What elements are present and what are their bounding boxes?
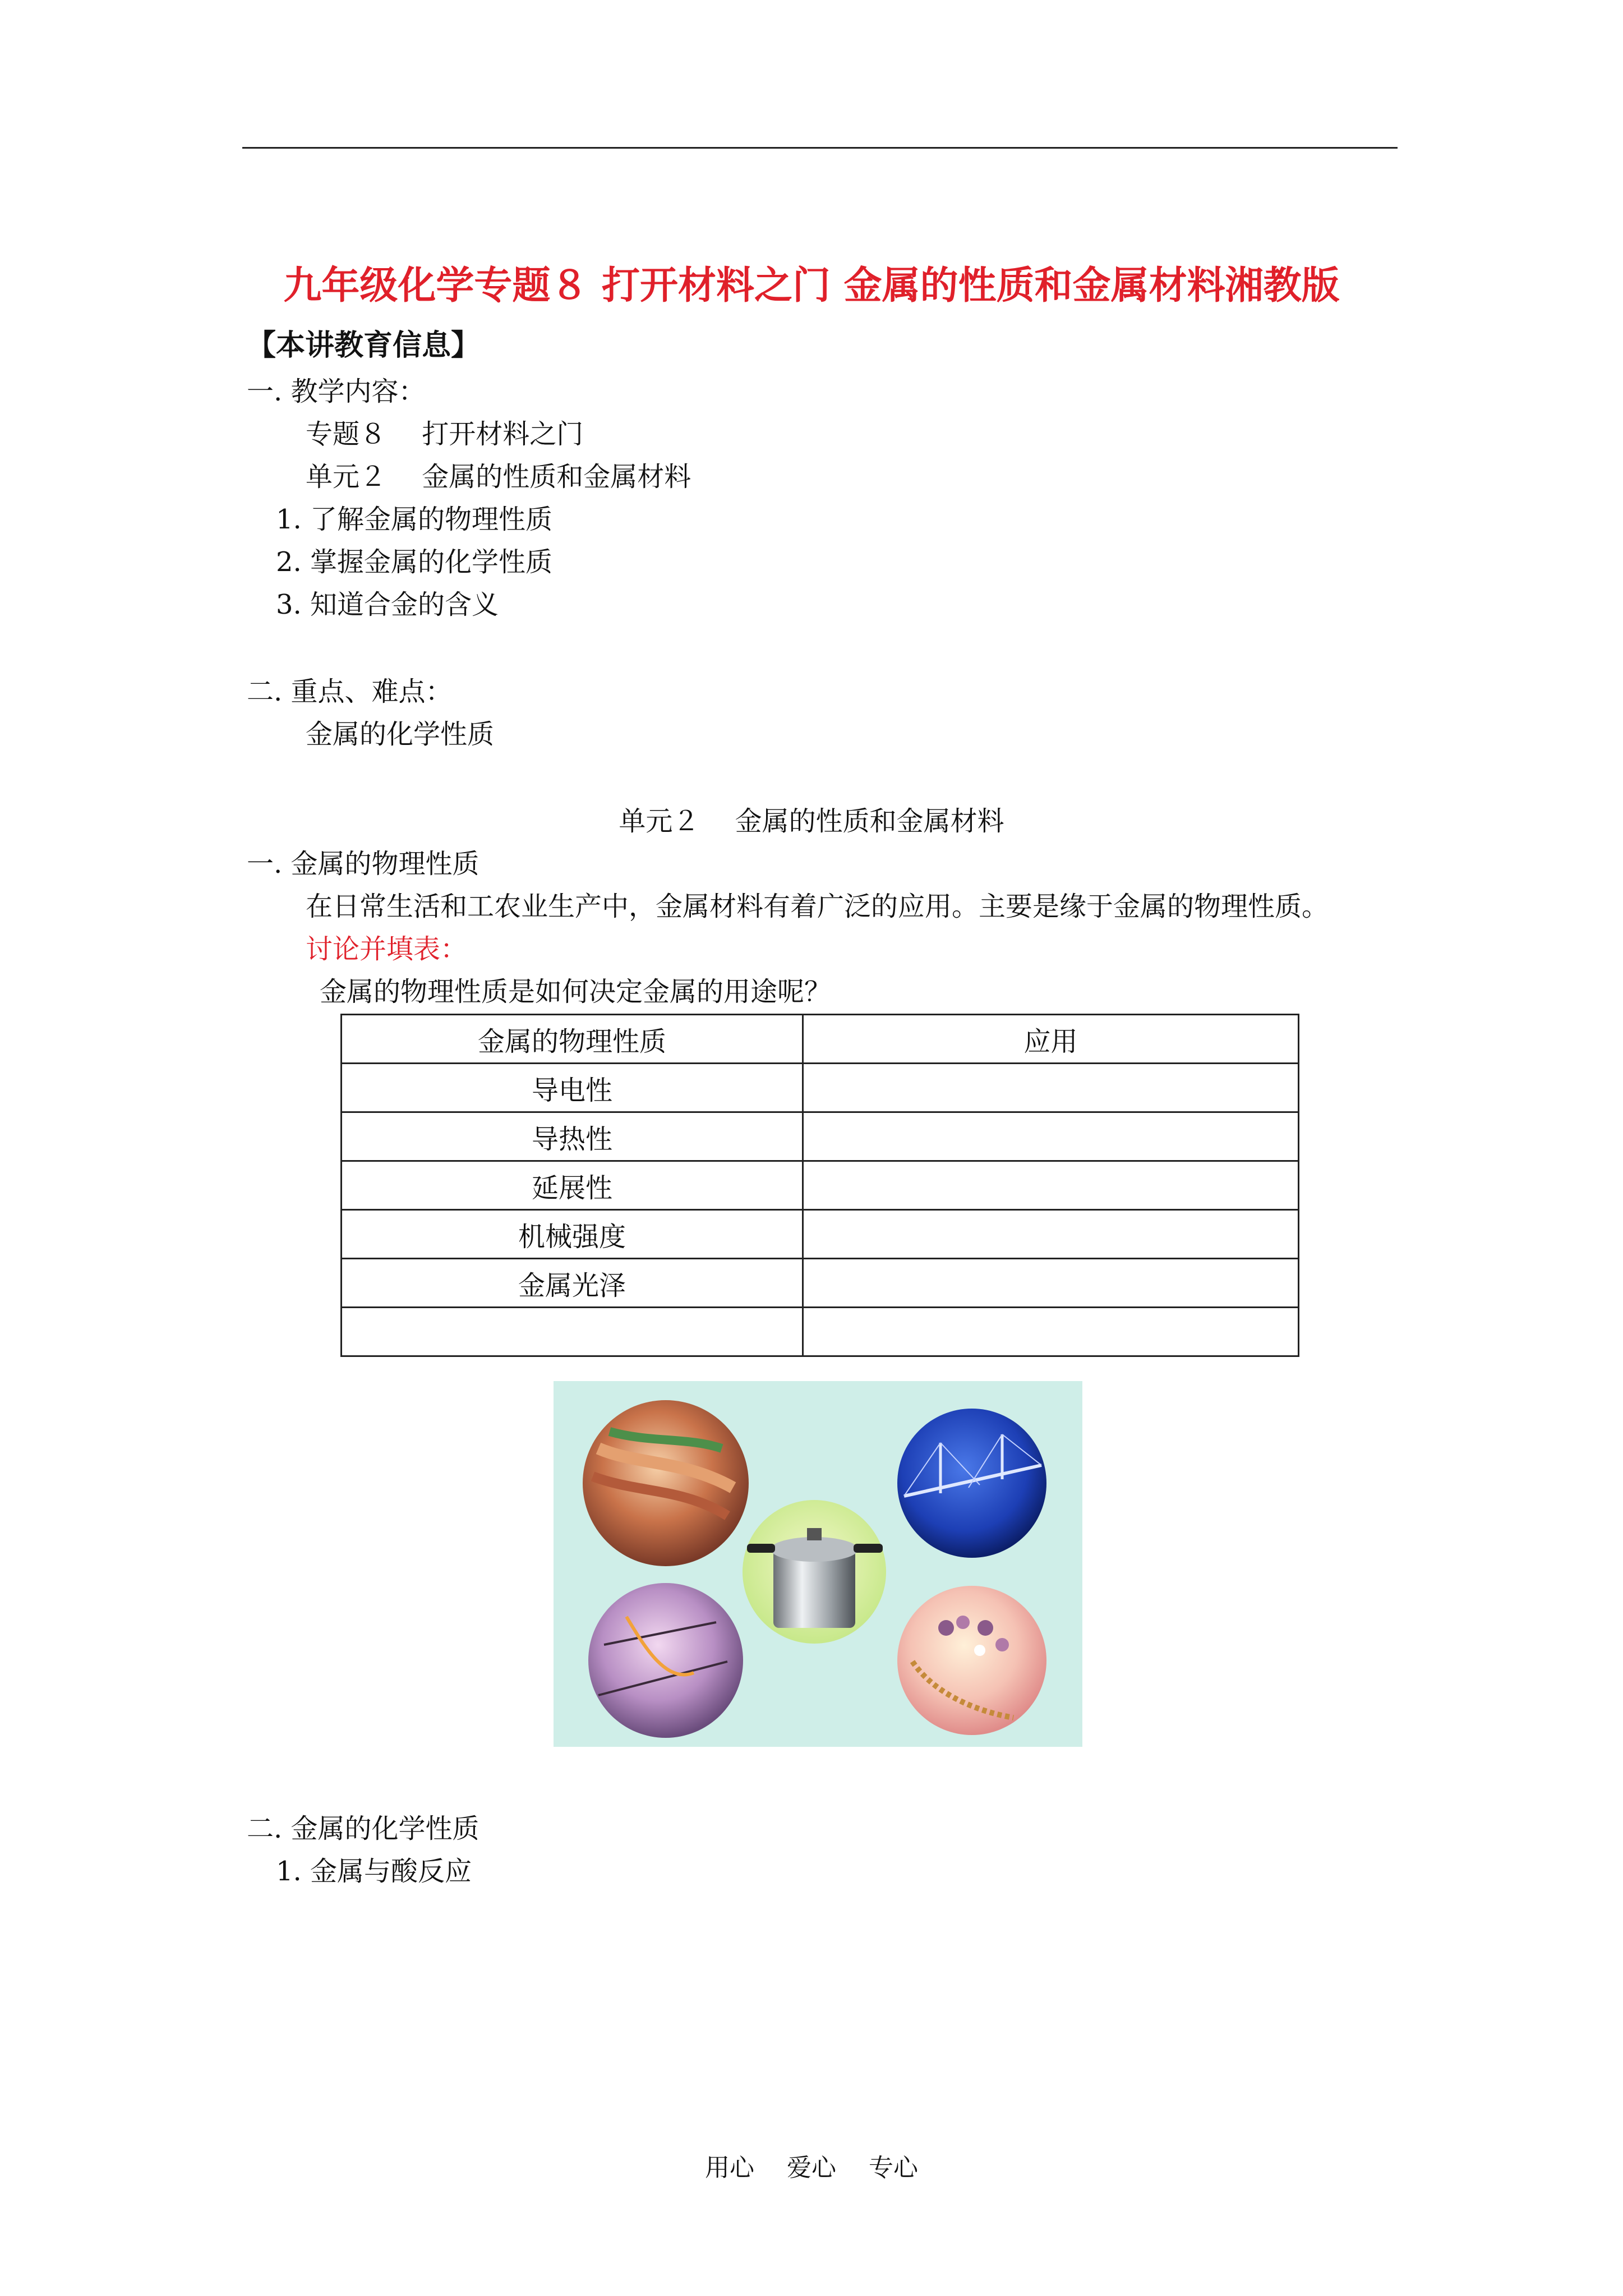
- table-cell: 导热性: [342, 1112, 803, 1161]
- table-row: [342, 1210, 1299, 1259]
- page-footer: 用心 爱心 专心: [705, 2154, 918, 2182]
- table-cell-empty: [803, 1259, 1299, 1308]
- table-header: 应用: [803, 1015, 1299, 1064]
- unit-title: 单元２ 金属的性质和金属材料: [619, 806, 1004, 837]
- question: 金属的物理性质是如何决定金属的用途呢？: [320, 976, 832, 1007]
- table-cell: [342, 1308, 803, 1356]
- table-cell-empty: [803, 1161, 1299, 1210]
- table-cell: 导电性: [342, 1064, 803, 1112]
- table-row: [342, 1161, 1299, 1210]
- header-rule: [242, 147, 1398, 149]
- table-row: [342, 1308, 1299, 1356]
- s2-content: 金属的化学性质: [306, 719, 495, 750]
- table-cell-empty: [803, 1064, 1299, 1112]
- s1-unit: 单元２ 金属的性质和金属材料: [306, 461, 691, 493]
- s1-item: 1. 了解金属的物理性质: [276, 504, 553, 535]
- metal-uses-image: [554, 1381, 1082, 1747]
- table-row: [342, 1064, 1299, 1112]
- section-header: 【本讲教育信息】: [247, 329, 481, 362]
- s1-item: 2. 掌握金属的化学性质: [276, 546, 553, 578]
- discuss-label: 讨论并填表：: [306, 933, 468, 965]
- page-title: 九年级化学专题８ 打开材料之门 金属的性质和金属材料湘教版: [283, 264, 1340, 308]
- s1-item: 3. 知道合金的含义: [276, 589, 499, 620]
- properties-table: [340, 1014, 1299, 1357]
- table-cell-empty: [803, 1210, 1299, 1259]
- p1-text: 在日常生活和工农业生产中，金属材料有着广泛的应用。主要是缘于金属的物理性质。: [306, 891, 1329, 922]
- metal-uses-illustration: [554, 1381, 1082, 1747]
- p1-heading: 一. 金属的物理性质: [247, 848, 479, 880]
- p2-heading: 二. 金属的化学性质: [247, 1813, 479, 1844]
- table-cell-empty: [803, 1112, 1299, 1161]
- table-cell-empty: [803, 1308, 1299, 1356]
- table-header: 金属的物理性质: [342, 1015, 803, 1064]
- table-cell: 金属光泽: [342, 1259, 803, 1308]
- table-cell: 机械强度: [342, 1210, 803, 1259]
- table-cell: 延展性: [342, 1161, 803, 1210]
- s1-heading: 一. 教学内容：: [247, 376, 426, 407]
- s1-topic: 专题８ 打开材料之门: [306, 418, 584, 450]
- table-header-row: [342, 1015, 1299, 1064]
- p2-item: 1. 金属与酸反应: [276, 1856, 472, 1887]
- s2-heading: 二. 重点、难点：: [247, 676, 453, 707]
- table-row: [342, 1259, 1299, 1308]
- table-row: [342, 1112, 1299, 1161]
